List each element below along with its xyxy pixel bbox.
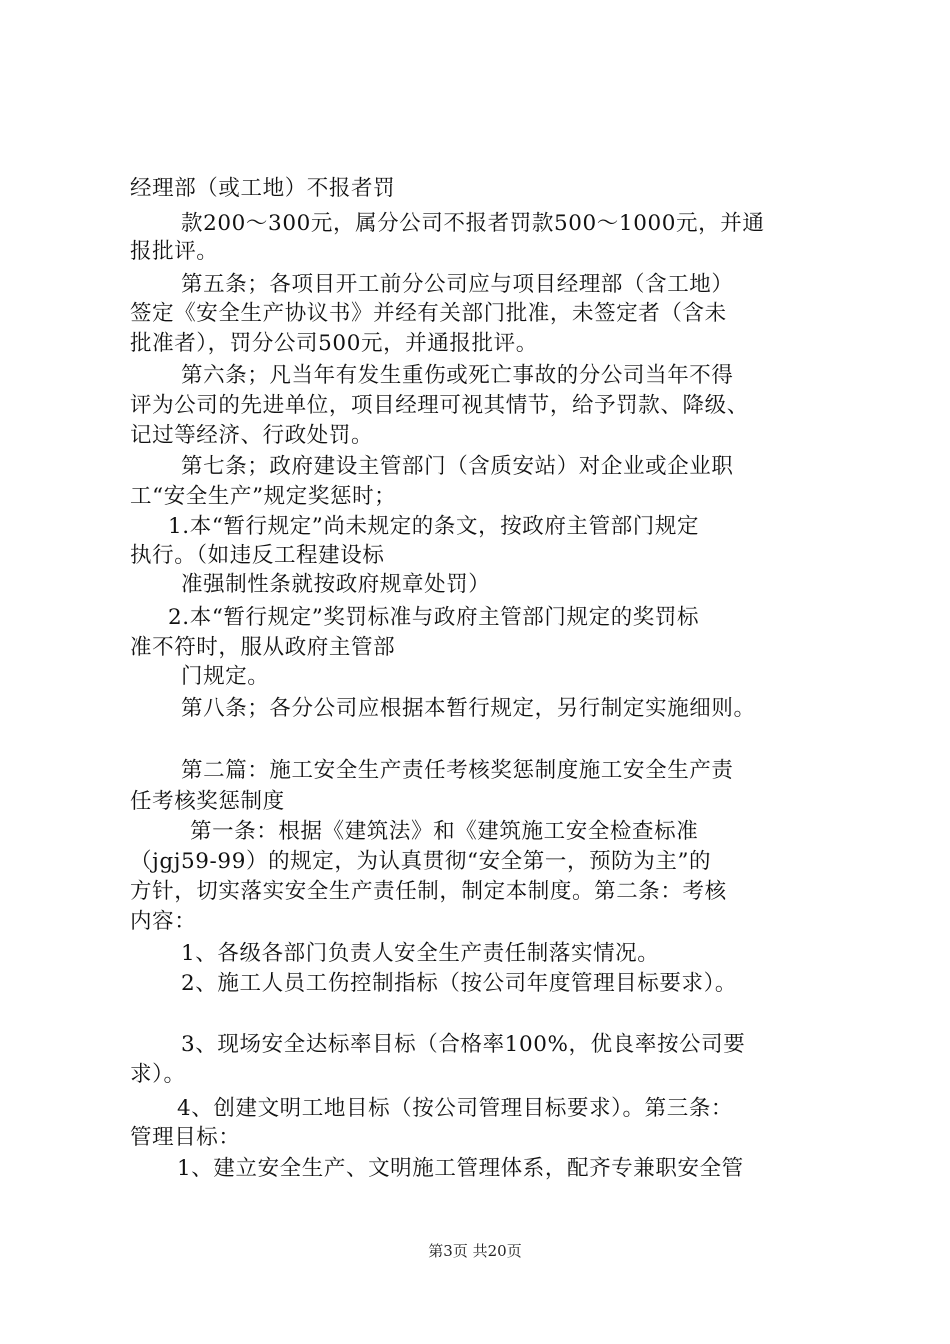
text-line: （jgj59-99）的规定，为认真贯彻“安全第一，预防为主”的 xyxy=(130,849,712,874)
text-line: 第五条；各项目开工前分公司应与项目经理部（含工地） xyxy=(181,272,734,297)
text-line: 求）。 xyxy=(130,1062,186,1087)
text-line: 1、建立安全生产、文明施工管理体系，配齐专兼职安全管 xyxy=(177,1156,744,1181)
text-line: 方针，切实落实安全生产责任制，制定本制度。第二条：考核 xyxy=(130,879,727,904)
text-line: 准不符时，服从政府主管部 xyxy=(130,635,396,660)
text-line: 经理部（或工地）不报者罚 xyxy=(130,176,396,201)
text-line: 款200～300元，属分公司不报者罚款500～1000元，并通 xyxy=(181,211,765,236)
text-line: 工“安全生产”规定奖惩时； xyxy=(130,484,397,509)
text-line: 第七条；政府建设主管部门（含质安站）对企业或企业职 xyxy=(181,454,734,479)
text-line: 管理目标： xyxy=(130,1125,241,1150)
text-line: 1、各级各部门负责人安全生产责任制落实情况。 xyxy=(181,941,660,966)
text-line: 准强制性条就按政府规章处罚） xyxy=(181,572,491,597)
text-line: 2.本“暂行规定”奖罚标准与政府主管部门规定的奖罚标 xyxy=(168,605,700,630)
section-heading: 任考核奖惩制度 xyxy=(130,789,285,814)
text-line: 评为公司的先进单位，项目经理可视其情节，给予罚款、降级、 xyxy=(130,393,749,418)
section-heading: 第二篇：施工安全生产责任考核奖惩制度施工安全生产责 xyxy=(181,758,734,783)
text-line: 2、施工人员工伤控制指标（按公司年度管理目标要求）。 xyxy=(181,971,738,996)
text-line: 4、创建文明工地目标（按公司管理目标要求）。第三条： xyxy=(177,1096,734,1121)
text-line: 第八条；各分公司应根据本暂行规定，另行制定实施细则。 xyxy=(181,696,756,721)
text-line: 内容： xyxy=(130,909,197,934)
text-line: 3、现场安全达标率目标（合格率100%，优良率按公司要 xyxy=(181,1032,746,1057)
text-line: 记过等经济、行政处罚。 xyxy=(130,423,374,448)
text-line: 批准者），罚分公司500元，并通报批评。 xyxy=(130,331,538,356)
text-line: 第一条：根据《建筑法》和《建筑施工安全检查标准 xyxy=(190,819,699,844)
text-line: 执行。（如违反工程建设标 xyxy=(130,543,385,568)
text-line: 报批评。 xyxy=(130,239,219,264)
page-footer: 第3页 共20页 xyxy=(428,1242,522,1260)
text-line: 签定《安全生产协议书》并经有关部门批准，未签定者（含未 xyxy=(130,301,727,326)
text-line: 第六条；凡当年有发生重伤或死亡事故的分公司当年不得 xyxy=(181,363,734,388)
text-line: 1.本“暂行规定”尚未规定的条文，按政府主管部门规定 xyxy=(168,514,700,539)
text-line: 门规定。 xyxy=(181,664,270,689)
